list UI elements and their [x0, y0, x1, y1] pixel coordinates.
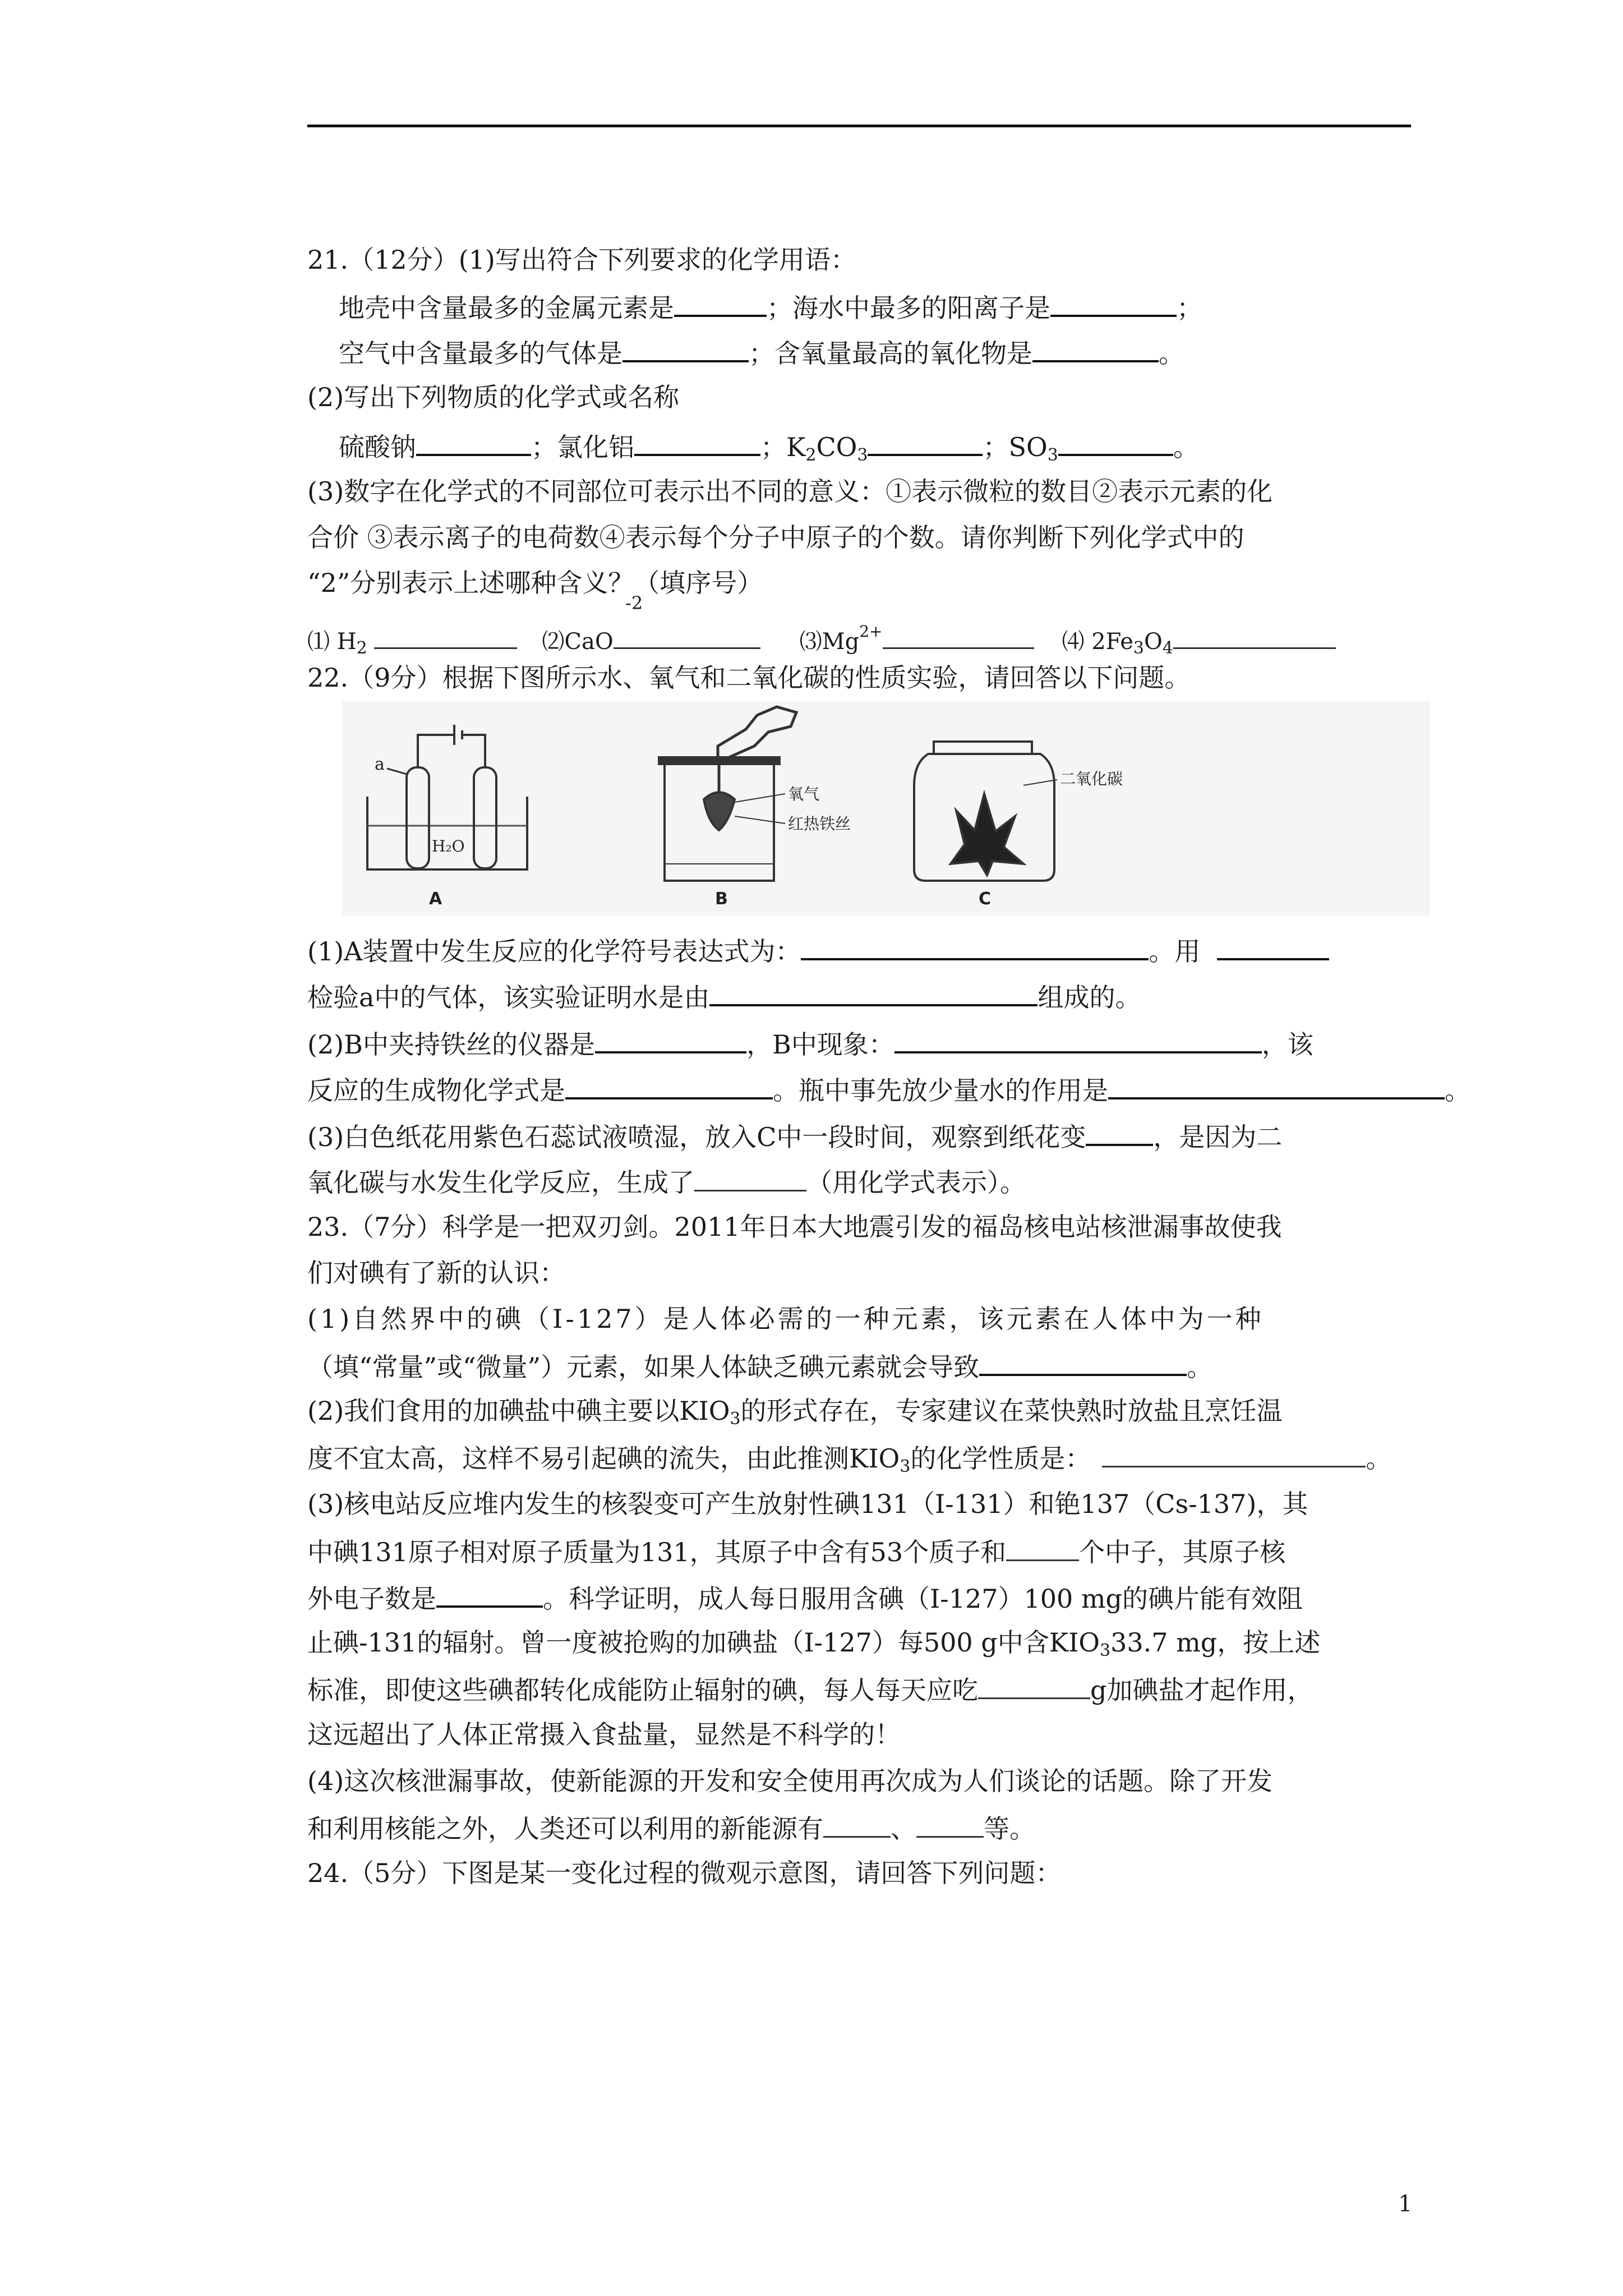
q24-title: 24.（5分）下图是某一变化过程的微观示意图，请回答下列问题： — [307, 1858, 1062, 1888]
answer-blank[interactable] — [883, 625, 1034, 649]
q21-line2: 空气中含量最多的气体是 ；含氧量最高的氧化物是 。 — [339, 334, 1184, 370]
answer-blank[interactable] — [595, 1025, 746, 1053]
q22-title: 22.（9分）根据下图所示水、氧气和二氧化碳的性质实验，请回答以下问题。 — [307, 662, 1191, 693]
q21-items: ⑴ $H_2$ ⑵CaO $⑶Mg^{2+}$ ⑷ $2Fe_3O_4$ — [307, 615, 1336, 665]
q23-line11: 标准，即使这些碘都转化成能防止辐射的碘，每人每天应吃 g加碘盐才起作用， — [307, 1672, 1313, 1707]
q23-line5: (2)我们食用的加碘盐中碘主要以$KIO_3$的形式存在，专家建议在菜快熟时放盐且烹饪温 — [307, 1396, 1283, 1429]
q23-line8: 中碘131原子相对原子质量为131，其原子中含有53个质子和 个中子，其原子核 — [307, 1534, 1285, 1569]
page-number: 1 — [1398, 2191, 1413, 2217]
q22-line4: 反应的生成物化学式是 。瓶中事先放少量水的作用是 。 — [307, 1071, 1470, 1107]
q21-formula-line: 硫酸钠 ；氯化铝 ；$K_2CO_3$ ；$SO_3$ 。 — [339, 428, 1199, 472]
q23-line13: (4)这次核泄漏事故，使新能源的开发和安全使用再次成为人们谈论的话题。除了开发 — [307, 1766, 1273, 1796]
label-b: B — [715, 889, 728, 909]
answer-blank[interactable] — [1173, 625, 1336, 649]
q21-part2: (2)写出下列物质的化学式或名称 — [307, 382, 680, 412]
answer-blank[interactable] — [916, 1810, 984, 1838]
answer-blank[interactable] — [674, 289, 767, 317]
q23-line10: 止碘-131的辐射。曾一度被抢购的加碘盐（I-127）每500 g中含$KIO_333.7$ mg，按上述 — [307, 1627, 1321, 1660]
answer-blank[interactable] — [1050, 289, 1177, 317]
label-a: A — [429, 889, 442, 909]
iron-wire-label: 红热铁丝 — [788, 815, 851, 833]
answer-blank[interactable] — [623, 334, 749, 362]
q22-line3: (2)B中夹持铁丝的仪器是 ，B中现象： ，该 — [307, 1025, 1313, 1061]
header-rule — [307, 125, 1411, 127]
q22-line2: 检验a中的气体，该实验证明水是由 组成的。 — [307, 978, 1141, 1014]
valence-mark: -2 — [625, 592, 643, 614]
q21-part3-line3: “2”分别表示上述哪种含义？（填序号） — [307, 568, 763, 598]
answer-blank[interactable] — [1108, 1071, 1445, 1099]
label-c: C — [979, 889, 992, 909]
answer-blank[interactable] — [709, 978, 1038, 1006]
answer-blank[interactable] — [895, 1025, 1262, 1053]
answer-blank[interactable] — [868, 428, 983, 456]
q23-line14: 和利用核能之外，人类还可以利用的新能源有 、 等。 — [307, 1810, 1035, 1846]
answer-blank[interactable] — [436, 1580, 543, 1608]
q21-title: 21.（12分）(1)写出符合下列要求的化学用语： — [307, 245, 856, 275]
q23-line9: 外电子数是 。科学证明，成人每日服用含碘（I-127）100 mg的碘片能有效阻 — [307, 1580, 1303, 1616]
q23-line3: (1)自然界中的碘（I-127）是人体必需的一种元素，该元素在人体中为一种 — [307, 1304, 1264, 1334]
q21-part3-line2: 合价 ③表示离子的电荷数④表示每个分子中原子的个数。请你判断下列化学式中的 — [307, 522, 1244, 553]
answer-blank[interactable] — [694, 1164, 806, 1191]
answer-blank[interactable] — [1102, 1440, 1366, 1467]
experiment-figure — [342, 701, 1430, 915]
q22-line1: (1)A装置中发生反应的化学符号表达式为： 。用 — [307, 932, 1329, 968]
water-label: H₂O — [432, 837, 465, 855]
q22-line6: 氧化碳与水发生化学反应，生成了 （用化学式表示）。 — [307, 1164, 1026, 1199]
answer-blank[interactable] — [1032, 334, 1159, 362]
answer-blank[interactable] — [614, 625, 760, 649]
co2-label: 二氧化碳 — [1060, 770, 1123, 788]
q22-line5: (3)白色纸花用紫色石蕊试液喷湿，放入C中一段时间，观察到纸花变 ，是因为二 — [307, 1118, 1282, 1154]
q21-line1: 地壳中含量最多的金属元素是 ；海水中最多的阳离子是 ； — [339, 289, 1202, 325]
answer-blank[interactable] — [416, 428, 531, 456]
answer-blank[interactable] — [1086, 1118, 1153, 1146]
answer-blank[interactable] — [823, 1810, 891, 1838]
answer-blank[interactable] — [978, 1672, 1090, 1699]
q23-line7: (3)核电站反应堆内发生的核裂变可产生放射性碘131（I-131）和铯137（Cs-137)，其 — [307, 1489, 1308, 1519]
answer-blank[interactable] — [1217, 932, 1329, 960]
answer-blank[interactable] — [634, 428, 760, 456]
q23-line4: （填“常量”或“微量”）元素，如果人体缺乏碘元素就会导致 。 — [307, 1348, 1212, 1384]
tube-a-label: a — [375, 754, 385, 774]
oxygen-label: 氧气 — [788, 785, 820, 803]
answer-blank[interactable] — [801, 932, 1149, 960]
q23-line6: 度不宜太高，这样不易引起碘的流失，由此推测$KIO_3$的化学性质是： 。 — [307, 1440, 1391, 1484]
q23-line12: 这远超出了人体正常摄入食盐量，显然是不科学的！ — [307, 1719, 901, 1750]
answer-blank[interactable] — [1058, 428, 1173, 456]
answer-blank[interactable] — [979, 1348, 1187, 1376]
q23-line2: 们对碘有了新的认识： — [307, 1258, 565, 1288]
q23-line1: 23.（7分）科学是一把双刃剑。2011年日本大地震引发的福岛核电站核泄漏事故使我 — [307, 1212, 1282, 1242]
q21-part3-line1: (3)数字在化学式的不同部位可表示出不同的意义：①表示微粒的数目②表示元素的化 — [307, 476, 1273, 507]
answer-blank[interactable] — [1006, 1534, 1079, 1561]
answer-blank[interactable] — [374, 625, 517, 649]
answer-blank[interactable] — [565, 1071, 773, 1099]
